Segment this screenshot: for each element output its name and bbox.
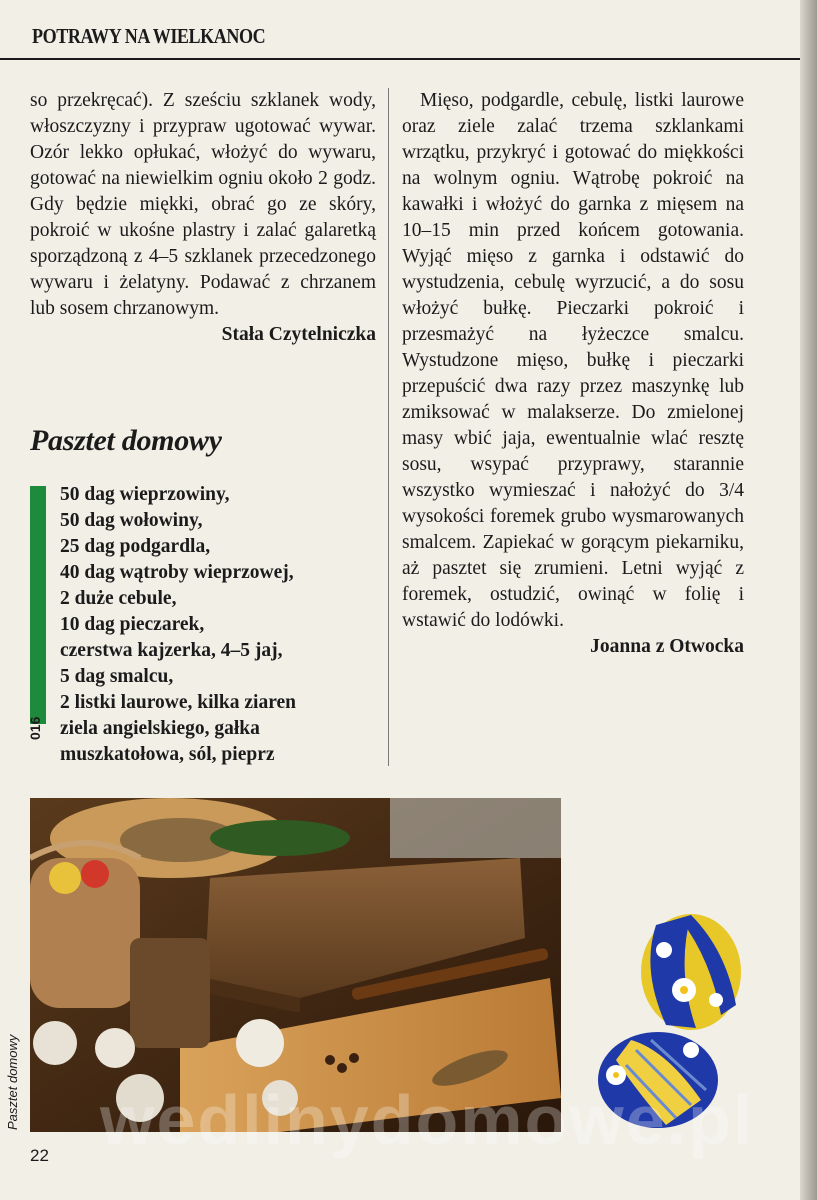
- right-signature: Joanna z Otwocka: [590, 636, 744, 657]
- ingredients-list: [60, 482, 376, 768]
- ingredient-item: 10 dag pieczarek,: [60, 614, 205, 635]
- ingredients-accent-bar: [30, 486, 46, 724]
- header-rule: [0, 58, 817, 60]
- ingredient-item: ziela angielskiego, gałka: [60, 718, 260, 739]
- ingredient-item: 50 dag wieprzowiny,: [60, 484, 230, 505]
- column-divider: [388, 88, 389, 766]
- page-number: 22: [30, 1146, 49, 1165]
- recipe-title: Pasztet domowy: [30, 424, 222, 457]
- recipe-code: 016: [27, 716, 43, 740]
- top-egg: [641, 914, 741, 1030]
- ingredient-item: czerstwa kajzerka, 4–5 jaj,: [60, 640, 283, 661]
- section-header: POTRAWY NA WIELKANOC: [32, 24, 266, 48]
- watermark: wedlinydomowe.pl: [100, 1081, 755, 1159]
- side-recipe-label: Pasztet domowy: [5, 1034, 20, 1130]
- ingredient-item: 25 dag podgardla,: [60, 536, 211, 557]
- ingredient-item: 2 listki laurowe, kilka ziaren: [60, 692, 297, 713]
- left-column: [30, 88, 376, 348]
- left-signature: Stała Czytelniczka: [221, 324, 376, 345]
- ingredient-item: 50 dag wołowiny,: [60, 510, 203, 531]
- continuation-text: so przekręcać). Z sześciu szklanek wody, włoszczyzny i przypraw ugotować wywar. Ozór lekko opłukać, włożyć do wywaru, gotować na niewielkim ogniu około 2 godz. Gdy będzie miękki, obrać go ze skóry, pokroić w ukośne plastry i zalać galaretką sporządzoną z 4–5 szklanek przecedzonego wywaru i żelatyny. Podawać z chrzanem lub sosem chrzanowym.: [30, 90, 376, 319]
- ingredient-item: 40 dag wątroby wieprzowej,: [60, 562, 294, 583]
- ingredient-item: 2 duże cebule,: [60, 588, 177, 609]
- page-spine-shadow: [800, 0, 817, 1200]
- ingredient-item: muszkatołowa, sól, pieprz: [60, 744, 275, 765]
- right-column: [402, 88, 744, 660]
- ingredient-item: 5 dag smalcu,: [60, 666, 174, 687]
- instructions-text: Mięso, podgardle, cebulę, listki laurowe oraz ziele zalać trzema szklankami wrzątku, przykryć i gotować do miękkości na wolnym ogniu. Wątrobę pokroić na kawałki i włożyć do garnka z mięsem na 10–15 min przed końcem gotowania. Wyjąć mięso z garnka i odstawić do wystudzenia, cebulę wyrzucić, a do sosu włożyć bułkę. Pieczarki pokroić i przesmażyć na łyżeczce smalcu. Wystudzone mięso, bułkę i pieczarki przepuścić dwa razy przez maszynkę lub zmiksować w malakserze. Do zmielonej masy wbić jaja, ewentualnie wlać resztę sosu, wsypać przyprawy, starannie wszystko wymieszać i nałożyć do 3/4 wysokości foremek grubo wysmarowanych smalcem. Zapiekać w gorącym piekarniku, aż pasztet się zrumieni. Letni wyjąć z foremek, ostudzić, owinąć w folię i wstawić do lodówki.: [402, 90, 744, 631]
